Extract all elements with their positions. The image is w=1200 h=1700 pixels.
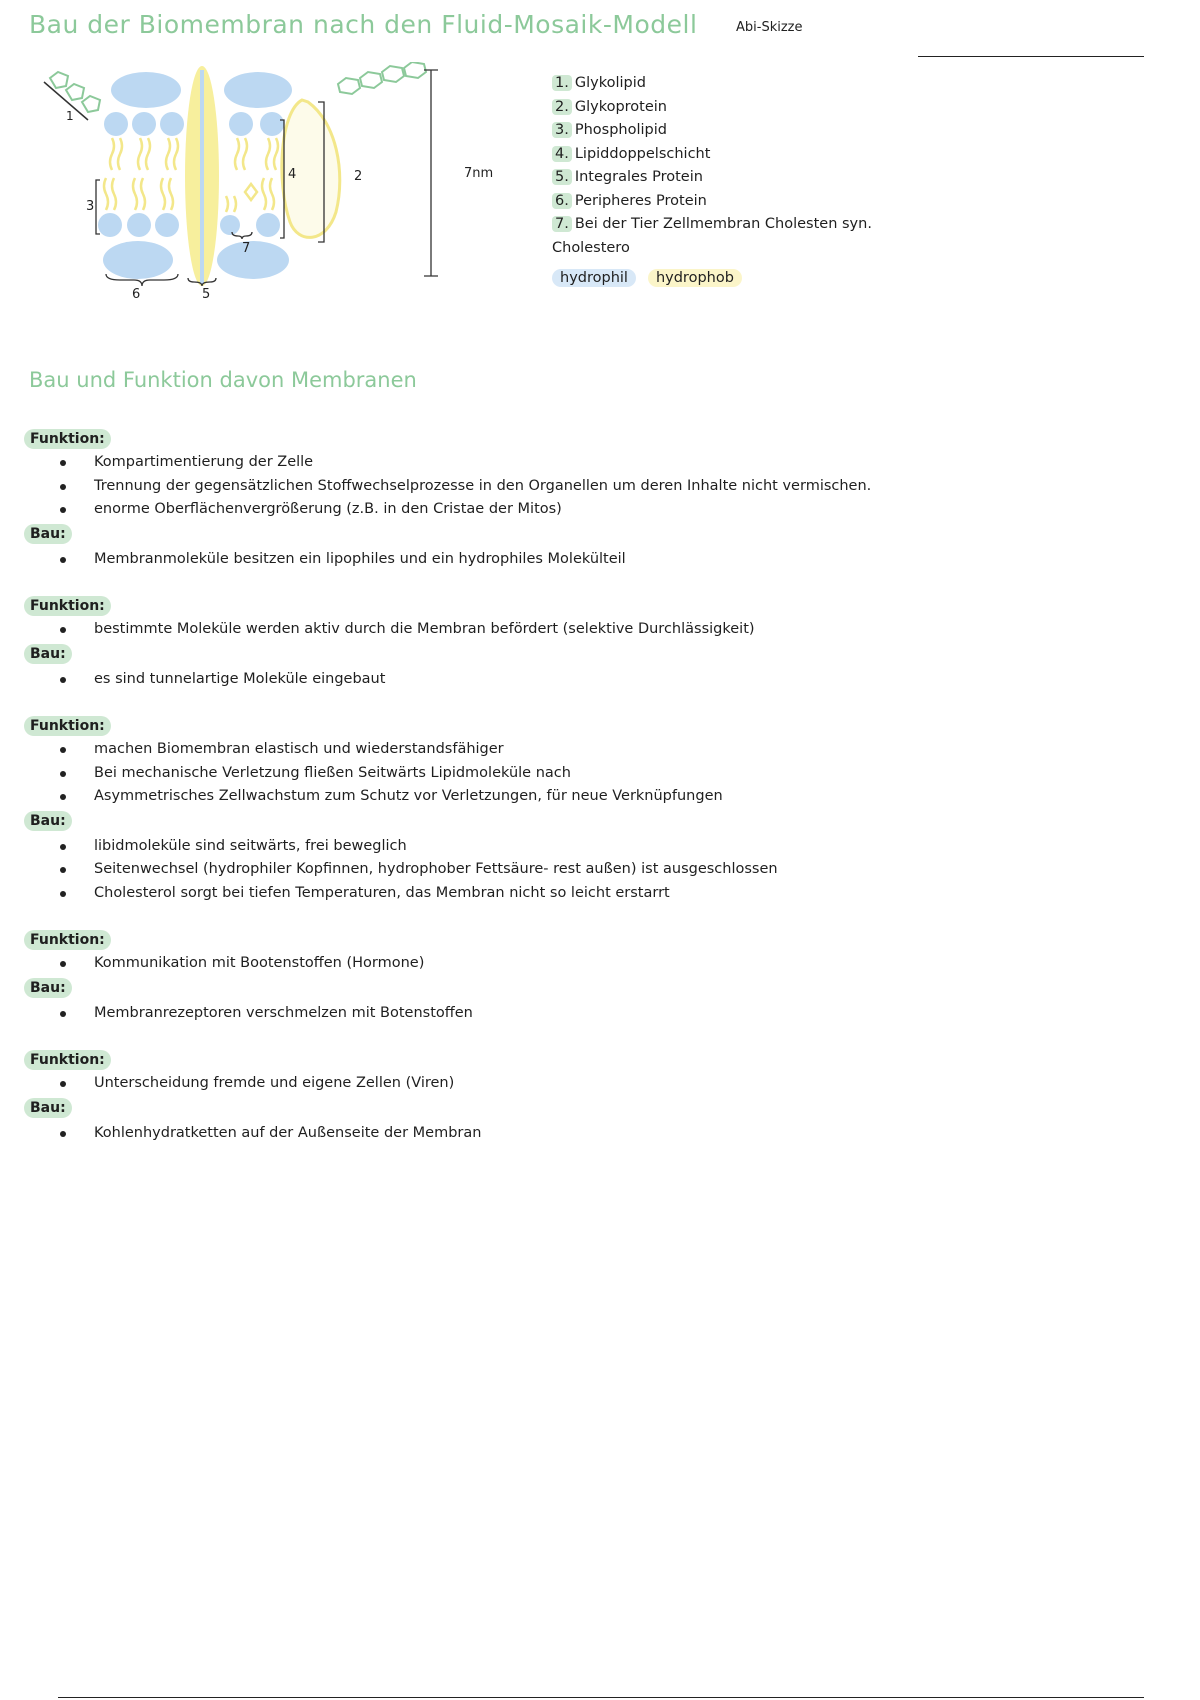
callout-2: 2 bbox=[354, 169, 363, 184]
section bbox=[24, 1049, 1144, 1145]
list-item: Kompartimentierung der Zelle bbox=[24, 451, 1144, 475]
list-item: libidmoleküle sind seitwärts, frei beweglich bbox=[24, 835, 1144, 859]
bau-tag: Bau: bbox=[24, 811, 72, 831]
callout-4: 4 bbox=[288, 167, 297, 182]
peripheral-protein-bottom-right bbox=[217, 241, 289, 279]
legend-continuation: Cholestero bbox=[552, 239, 630, 256]
callout-5: 5 bbox=[202, 287, 211, 302]
section bbox=[24, 929, 1144, 1025]
list-item: Asymmetrisches Zellwachstum zum Schutz vor Verletzungen, für neue Verknüpfungen bbox=[24, 785, 1144, 809]
glycolipid-chain bbox=[50, 72, 100, 112]
callout-6: 6 bbox=[132, 287, 141, 302]
funktion-tag: Funktion: bbox=[24, 1050, 111, 1070]
callout-7: 7 bbox=[242, 241, 251, 256]
hydrophob-chip: hydrophob bbox=[648, 269, 742, 287]
section bbox=[24, 595, 1144, 691]
bau-tag: Bau: bbox=[24, 1098, 72, 1118]
section bbox=[24, 428, 1144, 571]
glycoprotein-chain bbox=[338, 62, 426, 94]
legend-chips bbox=[552, 269, 872, 287]
funktion-list bbox=[24, 451, 1144, 522]
function-structure-sections bbox=[24, 428, 1144, 1169]
bau-list bbox=[24, 1002, 1144, 1026]
list-item: machen Biomembran elastisch und wiederstandsfähiger bbox=[24, 738, 1144, 762]
list-item: Membranrezeptoren verschmelzen mit Botenstoffen bbox=[24, 1002, 1144, 1026]
list-item: Trennung der gegensätzlichen Stoffwechselprozesse in den Organellen um deren Inhalte nicht vermischen. bbox=[24, 475, 1144, 499]
legend-item: 5. Integrales Protein bbox=[552, 166, 872, 190]
funktion-tag: Funktion: bbox=[24, 596, 111, 616]
section bbox=[24, 715, 1144, 905]
bau-tag: Bau: bbox=[24, 644, 72, 664]
list-item: Unterscheidung fremde und eigene Zellen (Viren) bbox=[24, 1072, 1144, 1096]
funktion-tag: Funktion: bbox=[24, 716, 111, 736]
legend-item: 7. Bei der Tier Zellmembran Cholesten syn. bbox=[552, 213, 872, 237]
hydrophil-chip: hydrophil bbox=[552, 269, 636, 287]
list-item: Bei mechanische Verletzung fließen Seitwärts Lipidmoleküle nach bbox=[24, 762, 1144, 786]
list-item: Kommunikation mit Bootenstoffen (Hormone) bbox=[24, 952, 1144, 976]
page-title: Bau der Biomembran nach den Fluid-Mosaik-Modell bbox=[29, 10, 698, 39]
peripheral-protein-top-right bbox=[224, 72, 292, 108]
sketch-note: Abi-Skizze bbox=[736, 20, 803, 35]
peripheral-protein-top-left bbox=[111, 72, 181, 108]
bau-list bbox=[24, 548, 1144, 572]
list-item: es sind tunnelartige Moleküle eingebaut bbox=[24, 668, 1144, 692]
callout-3: 3 bbox=[86, 199, 95, 214]
cholesterol-molecule bbox=[245, 184, 257, 200]
funktion-list bbox=[24, 952, 1144, 976]
funktion-tag: Funktion: bbox=[24, 930, 111, 950]
membrane-diagram bbox=[40, 62, 510, 312]
list-item: Kohlenhydratketten auf der Außenseite der Membran bbox=[24, 1122, 1144, 1146]
bau-tag: Bau: bbox=[24, 524, 72, 544]
bau-tag: Bau: bbox=[24, 978, 72, 998]
header-rule bbox=[918, 56, 1144, 57]
bau-list bbox=[24, 835, 1144, 906]
section-title: Bau und Funktion davon Membranen bbox=[29, 368, 417, 392]
peripheral-protein-bottom-left bbox=[103, 241, 173, 279]
legend-item: 3. Phospholipid bbox=[552, 119, 872, 143]
footer-rule bbox=[58, 1697, 1144, 1698]
bau-list bbox=[24, 668, 1144, 692]
legend-item: 2. Glykoprotein bbox=[552, 96, 872, 120]
funktion-list bbox=[24, 618, 1144, 642]
funktion-list bbox=[24, 1072, 1144, 1096]
list-item: bestimmte Moleküle werden aktiv durch die Membran befördert (selektive Durchlässigkeit) bbox=[24, 618, 1144, 642]
list-item: enorme Oberflächenvergrößerung (z.B. in den Cristae der Mitos) bbox=[24, 498, 1144, 522]
legend bbox=[552, 72, 872, 287]
legend-item: 6. Peripheres Protein bbox=[552, 190, 872, 214]
thickness-label: 7nm bbox=[464, 166, 494, 181]
legend-item: 1. Glykolipid bbox=[552, 72, 872, 96]
list-item: Cholesterol sorgt bei tiefen Temperaturen, das Membran nicht so leicht erstarrt bbox=[24, 882, 1144, 906]
callout-1: 1 bbox=[66, 109, 74, 123]
list-item: Seitenwechsel (hydrophiler Kopfinnen, hydrophober Fettsäure- rest außen) ist ausgeschlossen bbox=[24, 858, 1144, 882]
funktion-list bbox=[24, 738, 1144, 809]
funktion-tag: Funktion: bbox=[24, 429, 111, 449]
list-item: Membranmoleküle besitzen ein lipophiles und ein hydrophiles Molekülteil bbox=[24, 548, 1144, 572]
legend-item: 4. Lipiddoppelschicht bbox=[552, 143, 872, 167]
bau-list bbox=[24, 1122, 1144, 1146]
